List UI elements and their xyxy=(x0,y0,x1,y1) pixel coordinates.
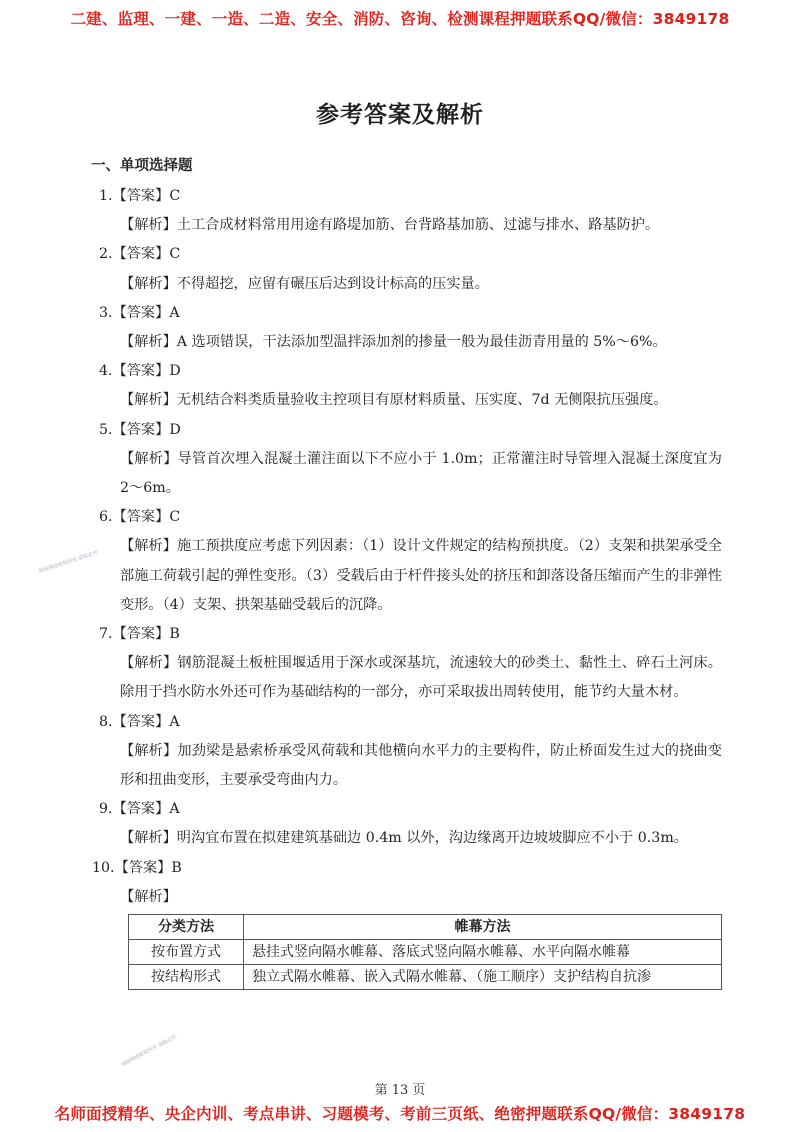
answer-value: C xyxy=(169,246,181,263)
question-number: 3. xyxy=(99,304,113,321)
explanation-tag: 【解析】 xyxy=(120,334,177,351)
explanation-tag: 【解析】 xyxy=(120,392,177,409)
explanation-tag: 【解析】 xyxy=(120,538,177,555)
table-header-cell: 分类方法 xyxy=(129,915,244,940)
answer-line xyxy=(92,503,722,532)
table-row xyxy=(129,940,722,965)
explanation-tag: 【解析】 xyxy=(120,655,178,672)
explanation xyxy=(92,445,722,503)
explanation-text: A 选项错误，干法添加型温拌添加剂的掺量一般为最佳沥青用量的 5%～6%。 xyxy=(176,334,667,351)
page-number: 第 13 页 xyxy=(374,1083,426,1098)
explanation-text: 施工预拱度应考虑下列因素：（1）设计文件规定的结构预拱度。（2）支架和拱架承受全部施工荷载引起的弹性变形。（3）受载后由于杆件接头处的挤压和卸落设备压缩而产生的非弹性变形。（4）支架、拱架基础受载后的沉降。 xyxy=(120,538,722,613)
question-number: 6. xyxy=(99,509,113,526)
answer-tag: 【答案】 xyxy=(112,421,170,438)
explanation xyxy=(92,883,722,912)
watermark-stamp: 城宿网络版权所有 盗版必究 xyxy=(38,549,99,575)
table-header-cell: 帷幕方法 xyxy=(244,915,722,940)
answer-value: A xyxy=(169,801,180,818)
answer-value: C xyxy=(169,509,181,526)
answer-line xyxy=(92,620,722,649)
table-cell: 独立式隔水帷幕、嵌入式隔水帷幕、（施工顺序）支护结构自抗渗 xyxy=(244,965,722,990)
question-number: 8. xyxy=(99,713,113,730)
answer-line xyxy=(92,240,722,269)
explanation-tag: 【解析】 xyxy=(120,450,178,467)
question-number: 10. xyxy=(92,859,115,876)
answer-tag: 【答案】 xyxy=(114,859,172,876)
answer-line xyxy=(92,795,722,824)
explanation-tag: 【解析】 xyxy=(120,275,177,292)
page-title: 参考答案及解析 xyxy=(316,101,484,128)
question-number: 1. xyxy=(99,188,113,204)
answer-line xyxy=(92,357,722,386)
answer-value: A xyxy=(169,713,180,730)
explanation xyxy=(92,532,722,620)
answer-value: B xyxy=(171,859,182,876)
answer-value: D xyxy=(169,363,181,380)
explanation-text: 无机结合料类质量验收主控项目有原材料质量、压实度、7d 无侧限抗压强度。 xyxy=(176,392,668,409)
answer-tag: 【答案】 xyxy=(112,801,170,818)
answer-line xyxy=(92,182,722,211)
answer-line xyxy=(92,299,722,328)
explanation xyxy=(92,649,722,707)
answer-line xyxy=(92,416,722,445)
answer-line xyxy=(92,854,722,883)
answers-list xyxy=(92,182,722,990)
explanation xyxy=(92,328,722,357)
table-cell: 悬挂式竖向隔水帷幕、落底式竖向隔水帷幕、水平向隔水帷幕 xyxy=(244,940,722,965)
answer-tag: 【答案】 xyxy=(112,363,170,380)
answer-tag: 【答案】 xyxy=(112,304,170,321)
answer-tag: 【答案】 xyxy=(112,626,170,643)
explanation-tag: 【解析】 xyxy=(120,830,177,847)
explanation-tag: 【解析】 xyxy=(120,742,178,759)
explanation xyxy=(92,386,722,415)
table-cell: 按结构形式 xyxy=(129,965,244,990)
table-header-row xyxy=(129,915,722,940)
answer-value: A xyxy=(169,304,180,321)
answer-line xyxy=(92,708,722,737)
answer-tag: 【答案】 xyxy=(112,713,170,730)
question-number: 5. xyxy=(99,421,113,438)
question-number: 7. xyxy=(99,626,113,643)
table-cell: 按布置方式 xyxy=(129,940,244,965)
answer-tag: 【答案】 xyxy=(112,188,170,204)
footer-banner: 名师面授精华、央企内训、考点串讲、习题模考、考前三页纸、绝密押题联系QQ/微信：3849178 xyxy=(54,1105,746,1123)
explanation-text: 明沟宜布置在拟建建筑基础边 0.4m 以外，沟边缘离开边坡坡脚应不小于 0.3m。 xyxy=(176,830,688,847)
answer-value: C xyxy=(169,188,181,204)
question-number: 9. xyxy=(99,801,113,818)
answer-value: D xyxy=(169,421,181,438)
explanation-text: 土工合成材料常用用途有路堤加筋、台背路基加筋、过滤与排水、路基防护。 xyxy=(176,217,660,234)
explanation-tag: 【解析】 xyxy=(120,888,177,905)
question-number: 4. xyxy=(99,363,113,380)
answer-tag: 【答案】 xyxy=(112,246,170,263)
explanation-text: 导管首次埋入混凝土灌注面以下不应小于 1.0m；正常灌注时导管埋入混凝土深度宜为 2～6m。 xyxy=(120,450,722,497)
table-row xyxy=(129,965,722,990)
explanation xyxy=(92,737,722,795)
watermark-stamp: 城宿网络版权所有 盗版必究 xyxy=(120,1033,178,1069)
section-heading: 一、单项选择题 xyxy=(91,158,193,174)
answer-value: B xyxy=(169,626,180,643)
answer-tag: 【答案】 xyxy=(112,509,170,526)
explanation-tag: 【解析】 xyxy=(120,217,177,234)
curtain-method-table xyxy=(128,914,722,990)
explanation xyxy=(92,211,722,240)
explanation xyxy=(92,824,722,853)
explanation xyxy=(92,270,722,299)
question-number: 2. xyxy=(99,246,113,263)
explanation-text: 钢筋混凝土板桩围堰适用于深水或深基坑，流速较大的砂类土、黏性土、碎石土河床。除用于挡水防水外还可作为基础结构的一部分，亦可采取拔出周转使用，能节约大量木材。 xyxy=(120,655,722,701)
explanation-text: 加劲梁是悬索桥承受风荷载和其他横向水平力的主要构件，防止桥面发生过大的挠曲变形和扭曲变形，主要承受弯曲内力。 xyxy=(120,742,722,789)
explanation-text: 不得超挖，应留有碾压后达到设计标高的压实量。 xyxy=(176,275,489,292)
header-banner: 二建、监理、一建、一造、二造、安全、消防、咨询、检测课程押题联系QQ/微信：3849178 xyxy=(70,10,730,28)
